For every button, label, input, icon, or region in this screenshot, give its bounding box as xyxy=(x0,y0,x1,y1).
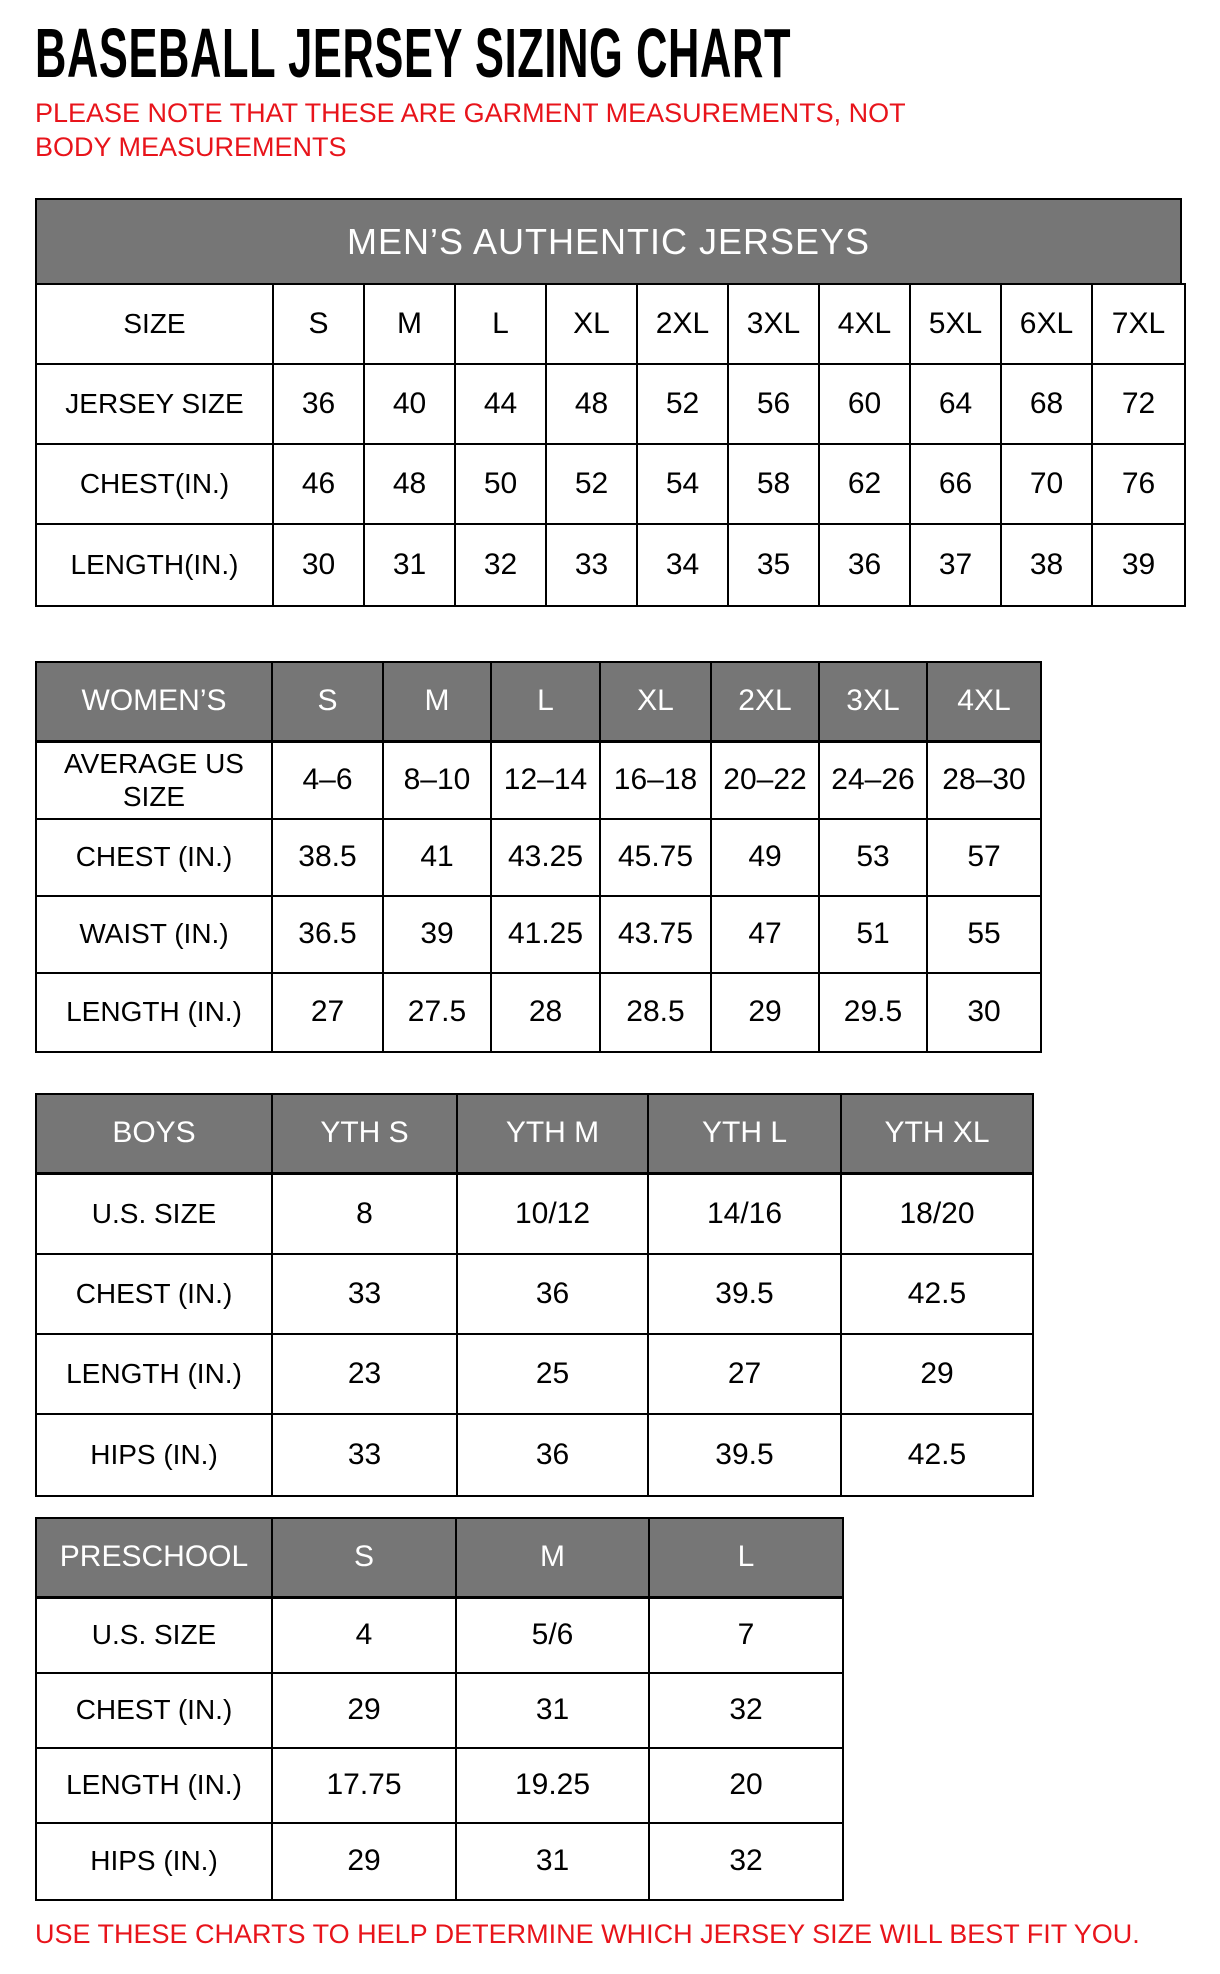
size-value-cell: 39.5 xyxy=(649,1415,842,1495)
boys-size-grid xyxy=(35,1093,1034,1497)
column-header-cell: PRESCHOOL xyxy=(37,1519,273,1599)
row-label-cell: LENGTH (IN.) xyxy=(37,1335,273,1415)
size-value-cell: 30 xyxy=(967,995,1001,1029)
size-value-cell: 36.5 xyxy=(273,897,384,974)
size-value-cell: 62 xyxy=(820,445,911,525)
row-label-cell: U.S. SIZE xyxy=(37,1599,273,1674)
size-value-cell: 38.5 xyxy=(273,820,384,897)
size-value-cell: 54 xyxy=(638,445,729,525)
row-label-cell: CHEST (IN.) xyxy=(37,1255,273,1335)
size-value-cell: 30 xyxy=(274,525,365,605)
size-value-cell: 49 xyxy=(712,820,820,897)
size-value-cell: 6XL xyxy=(1002,285,1093,365)
size-value-cell: 19.25 xyxy=(457,1749,650,1824)
size-value-cell: 5XL xyxy=(911,285,1002,365)
size-value-cell: 27.5 xyxy=(384,974,492,1051)
size-value-cell: 36 xyxy=(274,365,365,445)
column-header-cell: YTH S xyxy=(273,1095,458,1175)
size-value-cell: 8–10 xyxy=(384,743,492,820)
womens-size-grid xyxy=(35,661,1042,1053)
size-value-cell: 50 xyxy=(456,445,547,525)
row-label-cell: LENGTH (IN.) xyxy=(37,1749,273,1824)
size-value-cell: 29.5 xyxy=(820,974,928,1051)
column-header-cell: M xyxy=(457,1519,650,1599)
size-value-cell: 12–14 xyxy=(492,743,601,820)
size-value-cell: 38 xyxy=(1002,525,1093,605)
column-header-cell: YTH XL xyxy=(842,1095,1032,1175)
size-value-cell: S xyxy=(274,285,365,365)
size-value-cell: 33 xyxy=(547,525,638,605)
size-value-cell: 14/16 xyxy=(649,1175,842,1255)
row-label-cell: CHEST(IN.) xyxy=(37,445,274,525)
size-value-cell: 32 xyxy=(456,525,547,605)
size-value-cell: 68 xyxy=(1002,365,1093,445)
size-value-cell: 17.75 xyxy=(273,1749,457,1824)
size-value-cell: 4XL xyxy=(820,285,911,365)
size-value-cell: 2XL xyxy=(638,285,729,365)
size-value-cell: 34 xyxy=(638,525,729,605)
size-value-cell: 32 xyxy=(729,1844,763,1878)
page-title: BASEBALL JERSEY SIZING CHART xyxy=(35,14,792,92)
size-value-cell: XL xyxy=(547,285,638,365)
size-value-cell: 53 xyxy=(820,820,928,897)
size-value-cell: 5/6 xyxy=(457,1599,650,1674)
mens-authentic-jerseys-table xyxy=(35,198,1220,607)
mens-table-title-bar: MEN’S AUTHENTIC JERSEYS xyxy=(35,198,1182,283)
size-value-cell: 29 xyxy=(273,1824,457,1899)
size-value-cell: 7XL xyxy=(1093,285,1184,365)
size-value-cell: 42.5 xyxy=(907,1437,967,1471)
size-value-cell: 48 xyxy=(547,365,638,445)
size-value-cell: L xyxy=(456,285,547,365)
column-header-cell: WOMEN’S xyxy=(37,663,273,743)
size-value-cell: 64 xyxy=(911,365,1002,445)
size-value-cell: 52 xyxy=(638,365,729,445)
size-value-cell: 18/20 xyxy=(842,1175,1032,1255)
column-header-cell: L xyxy=(650,1519,842,1599)
size-value-cell: 46 xyxy=(274,445,365,525)
size-value-cell: 48 xyxy=(365,445,456,525)
size-value-cell: 31 xyxy=(457,1674,650,1749)
size-value-cell: 37 xyxy=(911,525,1002,605)
column-header-cell: BOYS xyxy=(37,1095,273,1175)
boys-sizing-table xyxy=(35,1093,1220,1497)
size-value-cell: 27 xyxy=(273,974,384,1051)
size-value-cell: 28 xyxy=(492,974,601,1051)
size-value-cell: 72 xyxy=(1093,365,1184,445)
size-value-cell: 31 xyxy=(457,1824,650,1899)
size-value-cell: 20 xyxy=(650,1749,842,1824)
size-value-cell: 24–26 xyxy=(820,743,928,820)
row-label-cell: U.S. SIZE xyxy=(37,1175,273,1255)
size-value-cell: 76 xyxy=(1093,445,1184,525)
size-value-cell: 33 xyxy=(273,1255,458,1335)
row-label-cell: CHEST (IN.) xyxy=(37,820,273,897)
column-header-cell: 3XL xyxy=(820,663,928,743)
size-value-cell: 43.25 xyxy=(492,820,601,897)
row-label-cell: LENGTH (IN.) xyxy=(37,974,273,1051)
size-value-cell: 4 xyxy=(273,1599,457,1674)
size-value-cell: 29 xyxy=(842,1335,1032,1415)
womens-sizing-table xyxy=(35,661,1220,1053)
garment-measurements-note: PLEASE NOTE THAT THESE ARE GARMENT MEASUREMENTS, NOT BODY MEASUREMENTS xyxy=(35,98,906,162)
row-label-cell: JERSEY SIZE xyxy=(37,365,274,445)
size-value-cell: 33 xyxy=(273,1415,458,1495)
size-value-cell: 29 xyxy=(712,974,820,1051)
size-value-cell: 39.5 xyxy=(649,1255,842,1335)
size-value-cell: 4–6 xyxy=(273,743,384,820)
column-header-cell: YTH M xyxy=(458,1095,649,1175)
size-value-cell: 70 xyxy=(1002,445,1093,525)
size-value-cell: 42.5 xyxy=(842,1255,1032,1335)
size-value-cell: 32 xyxy=(650,1674,842,1749)
size-value-cell: 20–22 xyxy=(712,743,820,820)
preschool-sizing-table xyxy=(35,1517,1220,1901)
size-value-cell: 58 xyxy=(729,445,820,525)
row-label-cell: WAIST (IN.) xyxy=(37,897,273,974)
column-header-cell: 2XL xyxy=(712,663,820,743)
size-value-cell: 36 xyxy=(458,1255,649,1335)
size-value-cell: 44 xyxy=(456,365,547,445)
size-value-cell: 51 xyxy=(820,897,928,974)
size-value-cell: 36 xyxy=(458,1415,649,1495)
column-header-cell: XL xyxy=(601,663,712,743)
preschool-size-grid xyxy=(35,1517,844,1901)
size-value-cell: 31 xyxy=(365,525,456,605)
size-value-cell: 52 xyxy=(547,445,638,525)
size-value-cell: 66 xyxy=(911,445,1002,525)
size-value-cell: 56 xyxy=(729,365,820,445)
row-label-cell: HIPS (IN.) xyxy=(37,1415,273,1495)
size-value-cell: 47 xyxy=(712,897,820,974)
mens-size-grid xyxy=(35,283,1186,607)
column-header-cell: S xyxy=(273,663,384,743)
size-value-cell: 39 xyxy=(384,897,492,974)
size-value-cell: 41.25 xyxy=(492,897,601,974)
size-value-cell: 23 xyxy=(273,1335,458,1415)
size-value-cell: 27 xyxy=(649,1335,842,1415)
row-label-cell: SIZE xyxy=(37,285,274,365)
size-value-cell: 36 xyxy=(820,525,911,605)
size-value-cell: 55 xyxy=(928,897,1040,974)
row-label-cell: HIPS (IN.) xyxy=(37,1824,273,1899)
size-value-cell: 28.5 xyxy=(601,974,712,1051)
size-value-cell: 7 xyxy=(650,1599,842,1674)
footer-note: USE THESE CHARTS TO HELP DETERMINE WHICH JERSEY SIZE WILL BEST FIT YOU. xyxy=(35,1919,1140,1949)
size-value-cell: 25 xyxy=(458,1335,649,1415)
size-value-cell: 41 xyxy=(384,820,492,897)
size-value-cell: 57 xyxy=(928,820,1040,897)
size-value-cell: 43.75 xyxy=(601,897,712,974)
size-value-cell: 29 xyxy=(273,1674,457,1749)
size-value-cell: 3XL xyxy=(729,285,820,365)
size-value-cell: M xyxy=(365,285,456,365)
size-value-cell: 35 xyxy=(729,525,820,605)
size-value-cell: 40 xyxy=(365,365,456,445)
row-label-cell: AVERAGE US SIZE xyxy=(37,743,273,820)
size-value-cell: 60 xyxy=(820,365,911,445)
size-value-cell: 8 xyxy=(273,1175,458,1255)
column-header-cell: 4XL xyxy=(928,663,1040,743)
size-value-cell: 45.75 xyxy=(601,820,712,897)
size-value-cell: 28–30 xyxy=(928,743,1040,820)
row-label-cell: CHEST (IN.) xyxy=(37,1674,273,1749)
column-header-cell: L xyxy=(492,663,601,743)
size-value-cell: 39 xyxy=(1121,547,1156,581)
column-header-cell: S xyxy=(273,1519,457,1599)
size-value-cell: 10/12 xyxy=(458,1175,649,1255)
size-value-cell: 16–18 xyxy=(601,743,712,820)
column-header-cell: YTH L xyxy=(649,1095,842,1175)
row-label-cell: LENGTH(IN.) xyxy=(37,525,274,605)
column-header-cell: M xyxy=(384,663,492,743)
